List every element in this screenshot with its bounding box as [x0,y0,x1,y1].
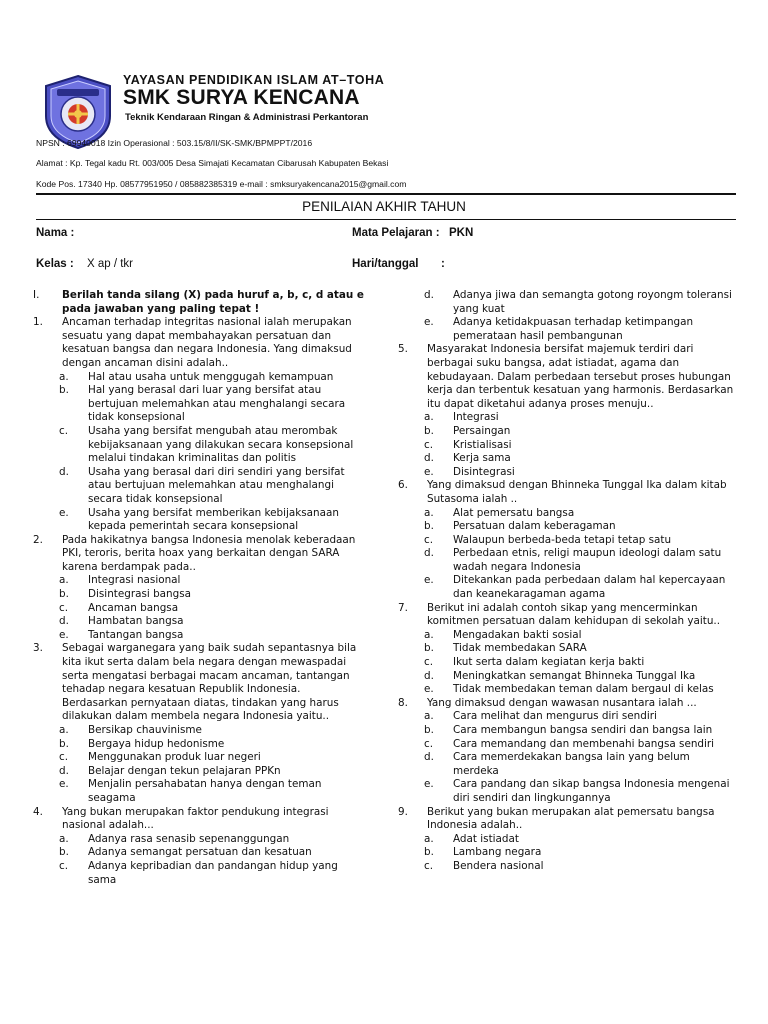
header-divider [36,193,736,195]
option-text: Usaha yang bersifat memberikan kebijaksanaan kepada pemerintah secara konsepsional [88,506,339,533]
option-text: Usaha yang bersifat mengubah atau merombak kebijaksanaan yang dilakukan secara konsepsional melalui tindakan kriminalitas dan politis [88,424,354,465]
questions-column-left [33,289,367,887]
option-letter: a. [59,574,69,587]
question-number: 1. [33,316,43,329]
option-1c [33,425,367,466]
question-text: Berikut yang bukan merupakan alat pemersatu bangsa Indonesia adalah.. [427,805,715,832]
option-letter: d. [424,289,434,301]
question-number: 3. [33,642,43,655]
option-4a [33,833,367,847]
option-7c [398,656,736,670]
option-text: Ancaman bangsa [88,601,179,614]
option-letter: d. [424,547,434,560]
option-letter: d. [59,465,69,478]
question-text: Yang dimaksud dengan Bhinneka Tunggal Ika dalam kitab Sutasoma ialah .. [427,479,727,505]
option-8a [398,710,736,724]
question-1 [33,316,367,370]
option-5e [398,466,736,480]
instruction-number: I. [33,289,40,301]
option-7b [398,642,736,656]
instruction [33,289,367,316]
subject-field-value: PKN [449,227,474,239]
question-text: Sebagai warganegara yang baik sudah sepantasnya bila kita ikut serta dalam bela negara dengan mewaspadai serta mengatasi berbagai macam ancaman, tantangan tehadap negara kesatuan Republik Indonesia. Berdasarkan pernyataan diatas, tindakan yang harus dilakukan dalam membela negara Indonesia yaitu.. [62,642,357,723]
option-2b [33,588,367,602]
option-letter: b. [59,384,69,397]
option-7a [398,629,736,643]
option-text: Integrasi nasional [88,574,181,587]
option-6e [398,574,736,601]
option-text: Menggunakan produk luar negeri [88,751,261,764]
option-text: Meningkatkan semangat Bhinneka Tunggal Ika [453,669,696,682]
option-text: Menjalin persahabatan hanya dengan teman seagama [88,778,322,804]
question-text: Berikut ini adalah contoh sikap yang mencerminkan komitmen persatuan dalam kehidupan di sekolah yaitu.. [427,601,721,628]
option-letter: d. [424,751,434,764]
option-letter: e. [424,574,434,587]
option-text: Ditekankan pada perbedaan dalam hal kepercayaan dan keanekaragaman agama [453,574,726,601]
option-1e [33,507,367,534]
option-3d [33,765,367,779]
option-letter: e. [59,506,69,519]
option-1d [33,466,367,507]
option-text: Adanya ketidakpuasan terhadap ketimpangan pemerataan hasil pembangunan [453,316,694,342]
option-6a [398,507,736,521]
option-text: Tantangan bangsa [88,628,184,641]
option-text: Tidak membedakan SARA [453,642,587,655]
question-text: Yang bukan merupakan faktor pendukung integrasi nasional adalah... [62,805,329,832]
option-letter: b. [59,737,69,750]
option-text: Adanya kepribadian dan pandangan hidup yang sama [88,859,338,886]
option-text: Disintegrasi [453,465,515,478]
option-5c [398,439,736,453]
option-2e [33,629,367,643]
option-letter: b. [424,846,434,859]
question-number: 8. [398,696,408,709]
option-2c [33,602,367,616]
option-3c [33,751,367,765]
option-8c [398,738,736,752]
option-text: Hambatan bangsa [88,615,184,628]
option-8e [398,778,736,805]
npsn-license: NPSN : 69940018 Izin Operasional : 503.15/8/II/SK-SMK/BPMPPT/2016 [36,138,313,148]
option-letter: d. [424,452,434,465]
option-letter: b. [59,846,69,859]
option-text: Persaingan [453,424,511,437]
option-2d [33,615,367,629]
option-3a [33,724,367,738]
question-3 [33,642,367,724]
option-text: Bergaya hidup hedonisme [88,737,225,750]
option-8b [398,724,736,738]
option-letter: d. [59,764,69,777]
date-field-colon: : [441,258,445,270]
option-letter: c. [424,438,434,451]
option-text: Cara melihat dan mengurus diri sendiri [453,710,657,723]
option-letter: a. [424,411,434,424]
option-letter: e. [424,465,434,478]
option-4d [398,289,736,316]
option-9c [398,860,736,874]
subject-field-label: Mata Pelajaran : [352,227,440,239]
option-5a [398,411,736,425]
option-5b [398,425,736,439]
option-letter: e. [424,778,434,791]
option-2a [33,574,367,588]
option-letter: b. [424,424,434,437]
option-4e [398,316,736,343]
option-letter: b. [424,724,434,736]
option-text: Persatuan dalam keberagaman [453,520,616,533]
title-divider [36,219,736,220]
question-text: Pada hakikatnya bangsa Indonesia menolak keberadaan PKI, teroris, berita hoax yang berkaitan dengan SARA karena berdampak pada.. [62,533,356,573]
option-letter: b. [424,642,434,655]
option-text: Cara pandang dan sikap bangsa Indonesia mengenai diri sendiri dan lingkungannya [453,778,730,804]
option-letter: e. [424,316,434,329]
question-4 [33,806,367,833]
question-2 [33,534,367,575]
option-letter: c. [424,737,434,750]
question-number: 2. [33,533,43,546]
option-letter: e. [59,628,69,641]
option-letter: c. [424,533,434,546]
option-letter: a. [424,628,434,641]
option-text: Kerja sama [453,452,511,465]
option-text: Integrasi [453,411,499,424]
option-8d [398,751,736,778]
option-text: Cara membangun bangsa sendiri dan bangsa lain [453,724,713,736]
option-letter: c. [424,859,434,872]
question-number: 7. [398,601,408,614]
question-text: Yang dimaksud dengan wawasan nusantara ialah ... [427,696,697,709]
question-5 [398,343,736,411]
option-letter: c. [59,859,69,872]
option-letter: b. [59,588,69,601]
option-letter: d. [59,615,69,628]
option-6c [398,534,736,548]
option-letter: d. [424,669,434,682]
option-letter: e. [424,683,434,696]
foundation-name: YAYASAN PENDIDIKAN ISLAM AT–TOHA [123,73,385,87]
option-text: Bendera nasional [453,859,544,872]
school-address: Alamat : Kp. Tegal kadu Rt. 003/005 Desa Simajati Kecamatan Cibarusah Kabupaten Bekasi [36,158,389,168]
option-7e [398,683,736,697]
question-9 [398,806,736,833]
option-letter: a. [59,370,69,383]
instruction-text: Berilah tanda silang (X) pada huruf a, b, c, d atau e pada jawaban yang paling tepat ! [62,289,364,315]
study-programs: Teknik Kendaraan Ringan & Administrasi Perkantoran [125,112,369,123]
question-number: 5. [398,343,408,356]
option-5d [398,452,736,466]
option-letter: c. [424,656,434,669]
question-number: 9. [398,805,408,818]
option-letter: b. [424,520,434,533]
question-6 [398,479,736,506]
option-letter: a. [424,832,434,845]
option-text: Adanya semangat persatuan dan kesatuan [88,846,312,859]
exam-title: PENILAIAN AKHIR TAHUN [302,199,466,214]
option-text: Ikut serta dalam kegiatan kerja bakti [453,656,645,669]
class-field-value: X ap / tkr [87,258,134,270]
option-text: Hal atau usaha untuk menggugah kemampuan [88,370,334,383]
option-1b [33,384,367,425]
option-letter: a. [424,506,434,519]
school-name: SMK SURYA KENCANA [123,86,360,109]
option-4b [33,846,367,860]
option-text: Tidak membedakan teman dalam bergaul di kelas [453,683,714,696]
option-9a [398,833,736,847]
school-contact: Kode Pos. 17340 Hp. 08577951950 / 085882385319 e-mail : smksuryakencana2015@gmail.com [36,179,407,189]
option-letter: a. [424,710,434,723]
option-1a [33,371,367,385]
question-number: 6. [398,479,408,492]
option-text: Disintegrasi bangsa [88,588,192,601]
question-text: Masyarakat Indonesia bersifat majemuk terdiri dari berbagai suku bangsa, adat istiadat, agama dan kebudayaan. Dalam perbedaan tersebut proses hubungan kerja dan terbentuk kesatuan yang harmonis. Berdasarkan itu dapat diketahui adanya proses menuju.. [427,343,734,410]
question-text: Ancaman terhadap integritas nasional ialah merupakan sesuatu yang dapat membahayakan persatuan dan kesatuan bangsa dan negara Indonesia. Yang dimaksud dengan ancaman disini adalah.. [62,316,352,369]
option-text: Mengadakan bakti sosial [453,628,582,641]
option-text: Cara memerdekakan bangsa lain yang belum merdeka [453,751,690,777]
option-letter: a. [59,832,69,845]
option-text: Hal yang berasal dari luar yang bersifat atau bertujuan melemahkan atau menghalangi secara tidak konsepsional [88,384,346,424]
option-text: Adanya rasa senasib sepenanggungan [88,832,290,845]
option-3b [33,738,367,752]
question-number: 4. [33,805,43,818]
option-letter: c. [59,601,69,614]
option-text: Bersikap chauvinisme [88,724,202,736]
option-6d [398,547,736,574]
option-7d [398,670,736,684]
name-field-label: Nama : [36,227,75,239]
option-text: Cara memandang dan membenahi bangsa sendiri [453,737,715,750]
option-4c [33,860,367,887]
date-field-label: Hari/tanggal [352,258,419,270]
option-letter: e. [59,778,69,791]
option-3e [33,778,367,805]
option-letter: a. [59,724,69,736]
questions-column-right [398,289,736,874]
option-text: Alat pemersatu bangsa [453,506,575,519]
option-text: Adat istiadat [453,832,519,845]
option-9b [398,846,736,860]
option-letter: c. [59,424,69,437]
option-text: Usaha yang berasal dari diri sendiri yang bersifat atau bertujuan melemahkan atau menghalangi secara tidak konsepsional [88,465,345,505]
option-text: Belajar dengan tekun pelajaran PPKn [88,764,281,777]
option-text: Perbedaan etnis, religi maupun ideologi dalam satu wadah negara Indonesia [453,547,722,573]
option-text: Lambang negara [453,846,542,859]
option-6b [398,520,736,534]
question-8 [398,697,736,711]
option-letter: c. [59,751,69,764]
class-field-label: Kelas : [36,258,74,270]
option-text: Walaupun berbeda-beda tetapi tetap satu [453,533,672,546]
option-text: Kristialisasi [453,438,512,451]
question-7 [398,602,736,629]
option-text: Adanya jiwa dan semangta gotong royongm toleransi yang kuat [453,289,732,315]
